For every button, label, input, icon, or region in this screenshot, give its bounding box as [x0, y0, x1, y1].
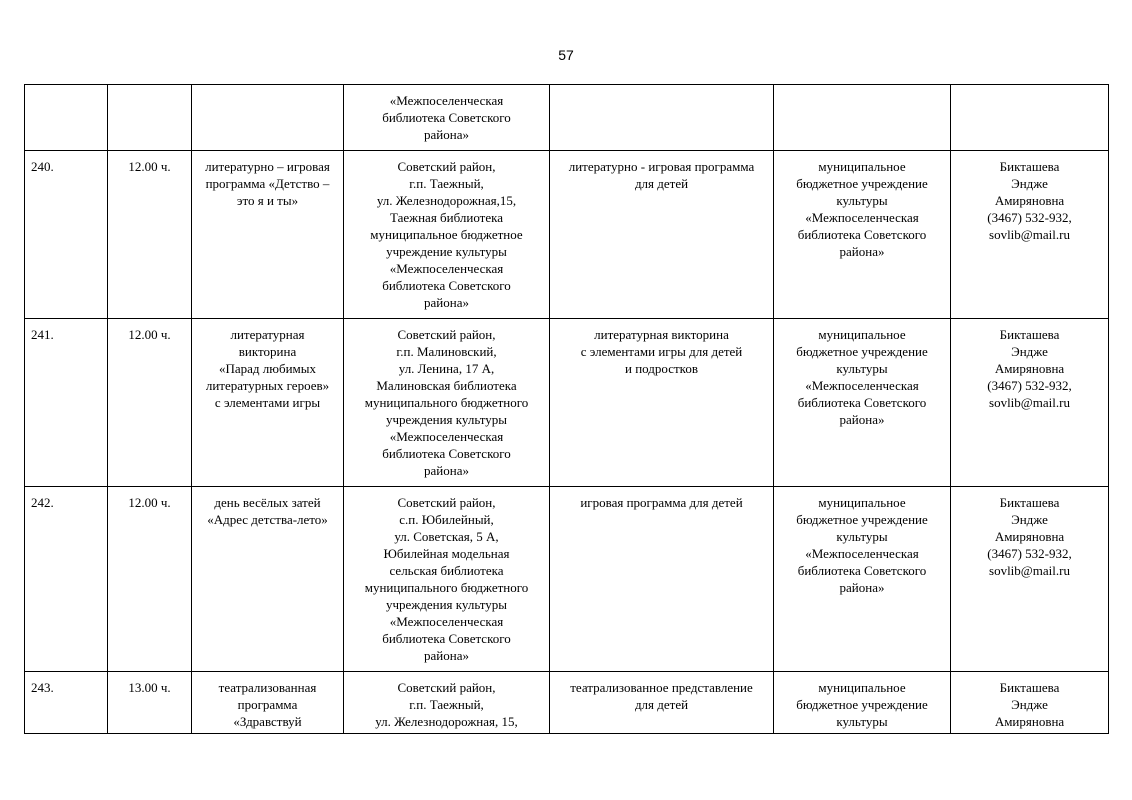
- cell-venue: Советский район, г.п. Таежный, ул. Железнодорожная,15, Таежная библиотека муниципальное бюджетное учреждение культуры «Межпоселенческая библиотека Советского района»: [344, 151, 550, 319]
- cell-contact: Бикташева Эндже Амиряновна (3467) 532-932, sovlib@mail.ru: [951, 151, 1109, 319]
- cell-organizer: муниципальное бюджетное учреждение культуры «Межпоселенческая библиотека Советского района»: [774, 151, 951, 319]
- page-number: 57: [558, 47, 574, 63]
- table-row: [25, 85, 1109, 151]
- cell-number: 243.: [25, 672, 108, 734]
- cell-description: театрализованное представление для детей: [550, 672, 774, 734]
- cell-event: литературная викторина «Парад любимых литературных героев» с элементами игры: [192, 319, 344, 487]
- cell-time: 13.00 ч.: [108, 672, 192, 734]
- cell-time: 12.00 ч.: [108, 319, 192, 487]
- cell-contact: [951, 85, 1109, 151]
- cell-venue: Советский район, г.п. Таежный, ул. Железнодорожная, 15,: [344, 672, 550, 734]
- table-row: [25, 319, 1109, 487]
- cell-venue: «Межпоселенческая библиотека Советского района»: [344, 85, 550, 151]
- cell-organizer: [774, 85, 951, 151]
- cell-venue: Советский район, с.п. Юбилейный, ул. Советская, 5 А, Юбилейная модельная сельская библиотека муниципального бюджетного учреждения культуры «Межпоселенческая библиотека Советского района»: [344, 487, 550, 672]
- cell-number: 240.: [25, 151, 108, 319]
- table-row: [25, 672, 1109, 734]
- cell-contact: Бикташева Эндже Амиряновна (3467) 532-932, sovlib@mail.ru: [951, 487, 1109, 672]
- cell-contact: Бикташева Эндже Амиряновна (3467) 532-932, sovlib@mail.ru: [951, 319, 1109, 487]
- cell-event: день весёлых затей «Адрес детства-лето»: [192, 487, 344, 672]
- cell-number: 242.: [25, 487, 108, 672]
- cell-organizer: муниципальное бюджетное учреждение культуры «Межпоселенческая библиотека Советского района»: [774, 487, 951, 672]
- cell-time: [108, 85, 192, 151]
- events-table: [24, 84, 1109, 734]
- table-row: [25, 151, 1109, 319]
- cell-description: литературно - игровая программа для детей: [550, 151, 774, 319]
- cell-time: 12.00 ч.: [108, 151, 192, 319]
- cell-event: театрализованная программа «Здравствуй: [192, 672, 344, 734]
- cell-contact: Бикташева Эндже Амиряновна: [951, 672, 1109, 734]
- cell-organizer: муниципальное бюджетное учреждение культуры «Межпоселенческая библиотека Советского района»: [774, 319, 951, 487]
- cell-number: 241.: [25, 319, 108, 487]
- cell-event: [192, 85, 344, 151]
- cell-event: литературно – игровая программа «Детство – это я и ты»: [192, 151, 344, 319]
- cell-description: игровая программа для детей: [550, 487, 774, 672]
- cell-description: [550, 85, 774, 151]
- cell-time: 12.00 ч.: [108, 487, 192, 672]
- cell-number: [25, 85, 108, 151]
- cell-venue: Советский район, г.п. Малиновский, ул. Ленина, 17 А, Малиновская библиотека муниципального бюджетного учреждения культуры «Межпоселенческая библиотека Советского района»: [344, 319, 550, 487]
- cell-description: литературная викторина с элементами игры для детей и подростков: [550, 319, 774, 487]
- table-row: [25, 487, 1109, 672]
- cell-organizer: муниципальное бюджетное учреждение культуры: [774, 672, 951, 734]
